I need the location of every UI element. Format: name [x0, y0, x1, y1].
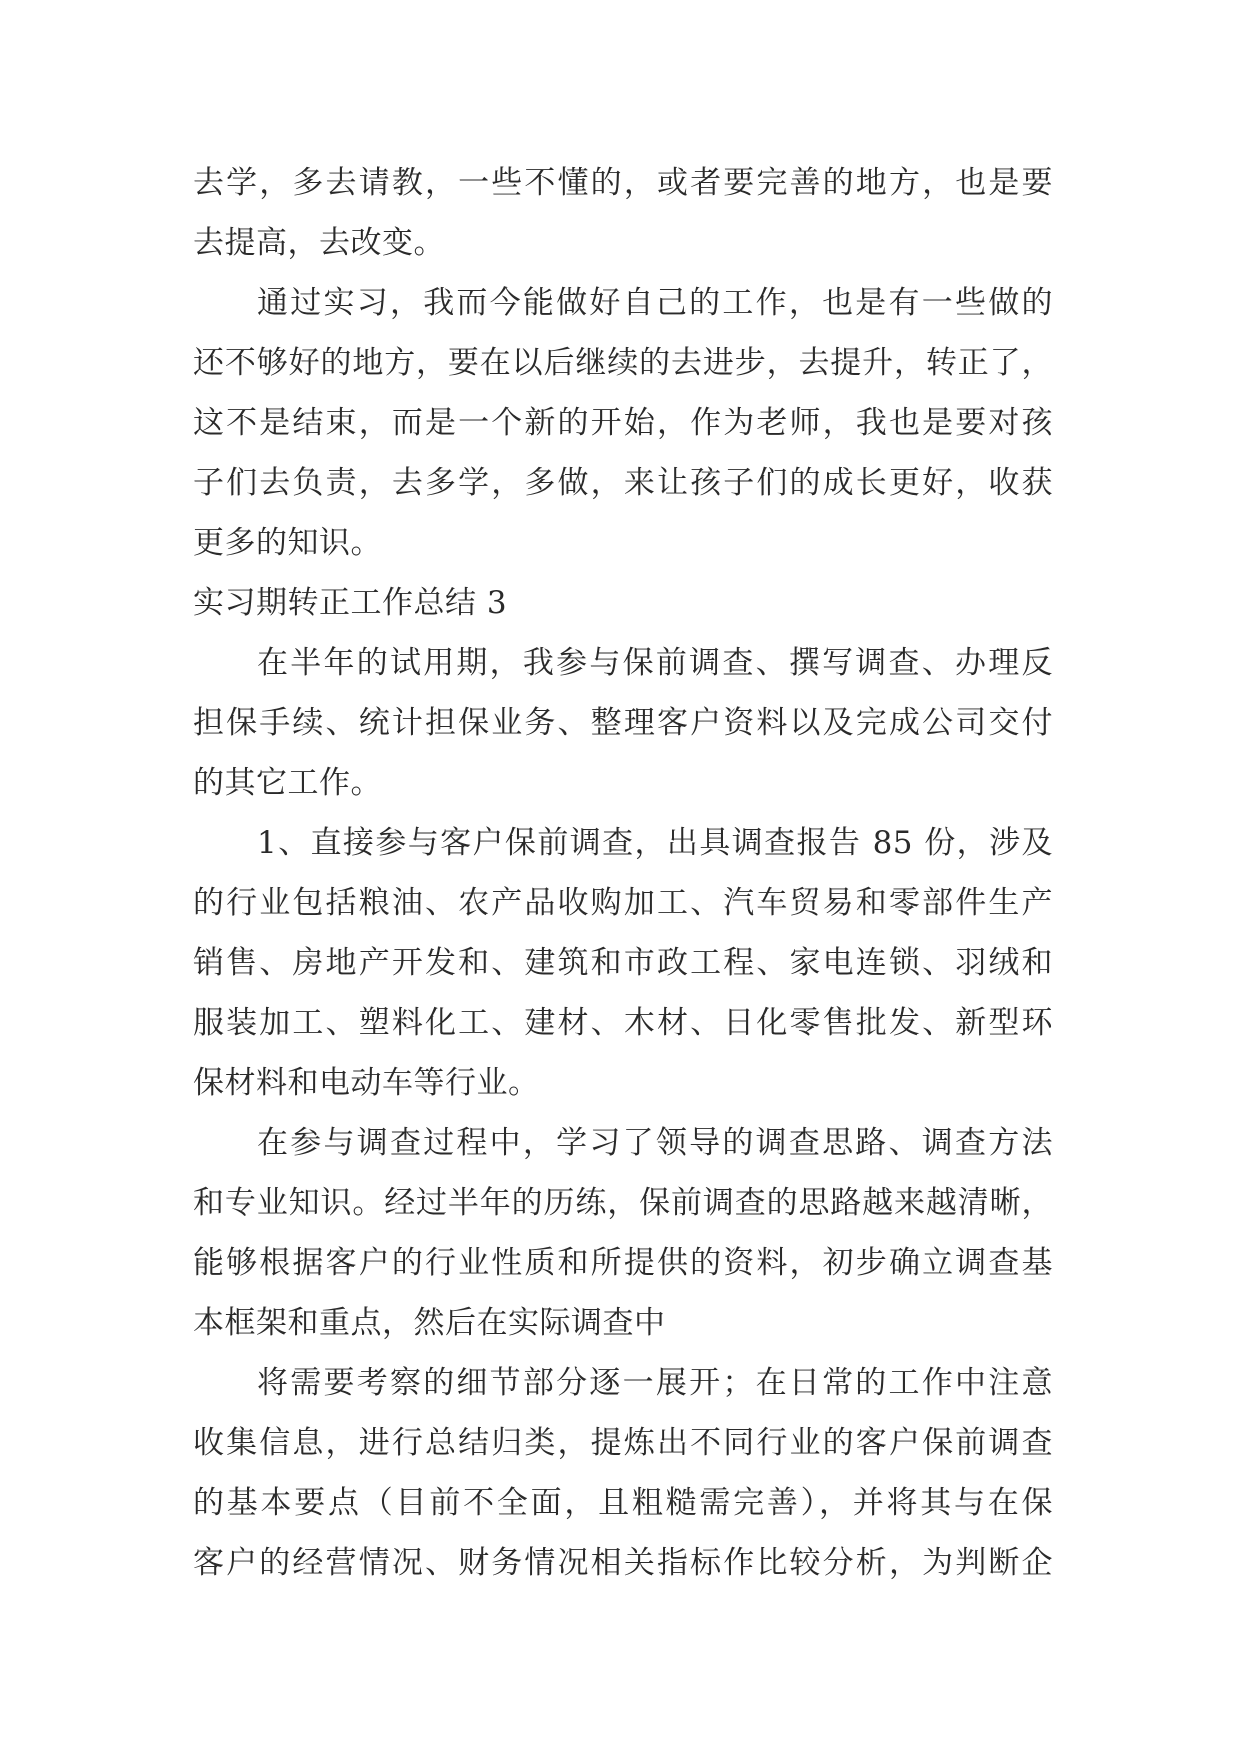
body-text-line: 将需要考察的细节部分逐一展开；在日常的工作中注意 — [257, 1365, 1053, 1401]
body-text-line: 能够根据客户的行业性质和所提供的资料，初步确立调查基 — [193, 1245, 1053, 1281]
body-text-line: 通过实习，我而今能做好自己的工作，也是有一些做的 — [257, 285, 1053, 321]
body-text-line: 销售、房地产开发和、建筑和市政工程、家电连锁、羽绒和 — [193, 945, 1053, 981]
body-text-line: 这不是结束，而是一个新的开始，作为老师，我也是要对孩 — [193, 405, 1053, 441]
body-text-line: 的基本要点（目前不全面，且粗糙需完善），并将其与在保 — [193, 1485, 1053, 1521]
body-text-line: 的其它工作。 — [193, 765, 382, 801]
body-text-line: 去学，多去请教，一些不懂的，或者要完善的地方，也是要 — [193, 165, 1053, 201]
body-text-line: 保材料和电动车等行业。 — [193, 1065, 540, 1101]
body-text-line: 在半年的试用期，我参与保前调查、撰写调查、办理反 — [257, 645, 1053, 681]
body-text-line: 子们去负责，去多学，多做，来让孩子们的成长更好，收获 — [193, 465, 1053, 501]
section-heading: 实习期转正工作总结 3 — [193, 585, 508, 621]
body-text-line: 客户的经营情况、财务情况相关指标作比较分析，为判断企 — [193, 1545, 1053, 1581]
document-body — [193, 153, 1053, 1593]
body-text-line: 的行业包括粮油、农产品收购加工、汽车贸易和零部件生产 — [193, 885, 1053, 921]
body-text-line: 和专业知识。经过半年的历练，保前调查的思路越来越清晰， — [193, 1185, 1053, 1221]
body-text-line: 在参与调查过程中，学习了领导的调查思路、调查方法 — [257, 1125, 1053, 1161]
body-text-line: 更多的知识。 — [193, 525, 382, 561]
body-text-line: 还不够好的地方，要在以后继续的去进步，去提升，转正了， — [193, 345, 1053, 381]
body-text-line: 担保手续、统计担保业务、整理客户资料以及完成公司交付 — [193, 705, 1053, 741]
body-text-line: 服装加工、塑料化工、建材、木材、日化零售批发、新型环 — [193, 1005, 1053, 1041]
body-text-line: 收集信息，进行总结归类，提炼出不同行业的客户保前调查 — [193, 1425, 1053, 1461]
body-text-line: 本框架和重点，然后在实际调查中 — [193, 1305, 666, 1341]
body-text-line: 1、直接参与客户保前调查，出具调查报告 85 份，涉及 — [257, 825, 1053, 861]
body-text-line: 去提高，去改变。 — [193, 225, 445, 261]
